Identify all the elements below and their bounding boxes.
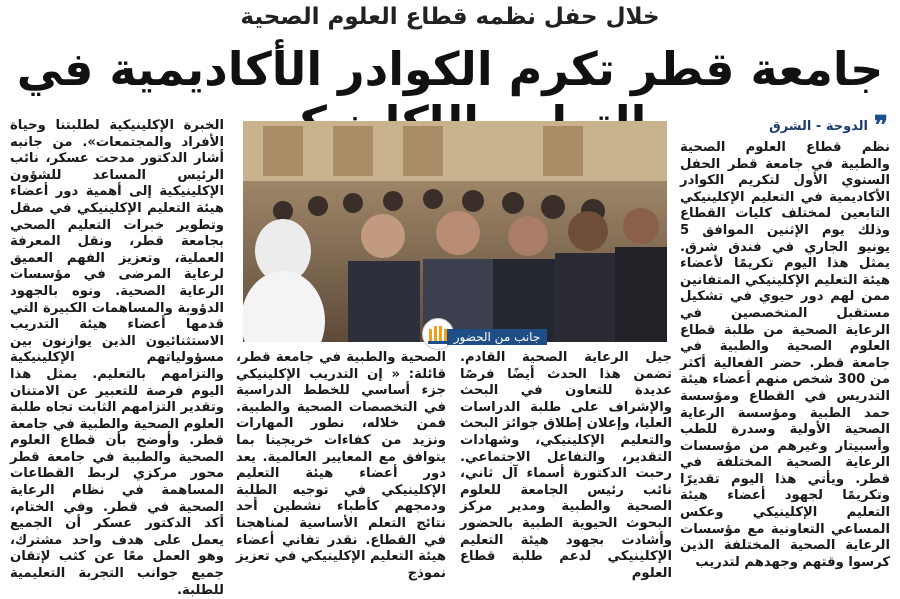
photo-caption: جانب من الحضور [447, 329, 547, 345]
dateline [678, 111, 888, 141]
audience-photo [243, 121, 667, 342]
dateline-text: الدوحة - الشرق [769, 118, 868, 134]
article-column-4 [10, 118, 224, 599]
headline: جامعة قطر تكرم الكوادر الأكاديمية في [16, 42, 884, 96]
column-text: الخبرة الإكلينيكية لطلبتنا وحياة الأفراد والمجتمعات». من جانبه أشار الدكتور مدحت عسكر، نائب الرئيس المساعد للشؤون الإكلينيكية إلى أهمية دور أعضاء هيئة التعليم الإكلينيكي في صقل وتطوير خبرات التعليم الصحي بجامعة قطر، ونقل المعرفة العملية، وتعزيز الفهم العميق لرعاية المرضى في مؤسسات الرعاية الصحية. ونوه بالجهود الدؤوبة والمساهمات الكبيرة التي قدمها أعضاء هيئة التدريب الاستثنائيون الذين يوازنون بين مسؤولياتهم الإكلينيكية والتزامهم بالتعليم. يمثل هذا اليوم فرصة للتعبير عن الامتنان وتقدير التزامهم الثابت تجاه طلبة العلوم الصحية والطبية في جامعة قطر. وأوضح بأن قطاع العلوم الصحية والطبية في جامعة قطر محور مركزي لربط القطاعات المساهمة في نظام الرعاية الصحية في قطر. وفي الختام، أكد الدكتور عسكر أن الجميع يعمل على هدف واحد مشترك، وهو العمل معًا عن كثب لإتقان جميع جوانب التجربة التعليمية للطلبة. [10, 118, 224, 598]
column-text: الصحية والطبية في جامعة قطر، قائلة: « إن التدريب الإكلينيكي جزء أساسي للخطط الدراسية في التخصصات الصحية والطبية. فمن خلاله، نطور المهارات ونزيد من كفاءات خريجينا بما يتوافق مع المعايير العالمية. يعد دور أعضاء هيئة التعليم الإكلينيكي في توجيه الطلبة ودمجهم كأطباء نشطين أحد نتائج التعلم الأساسية لمناهجنا في القطاع. نقدر تفاني أعضاء هيئة التعليم الإكلينيكي في تعزيز نموذج [236, 350, 446, 581]
kicker-subheadline: خلال حفل نظمه قطاع العلوم الصحية [240, 4, 660, 30]
article-column-1 [680, 140, 890, 571]
column-text: جيل الرعاية الصحية القادم. تضمن هذا الحدث أيضًا فرصًا عديدة للتعاون في البحث والإشراف على طلبة الدراسات العليا، وإعلان إطلاق جوائز البحث والتعليم الإكلينيكي، وشهادات التقدير، والتفاعل الاجتماعي. رحبت الدكتورة أسماء آل ثاني، نائب رئيس الجامعة للعلوم الصحية والطبية ومدير مركز البحوث الحيوية الطبية بالحضور وأشادت بجهود هيئة التعليم الإكلينيكي لدعم طلبة قطاع العلوم [460, 350, 672, 581]
event-photo [243, 121, 667, 342]
article-column-2 [460, 350, 672, 582]
column-text: نظم قطاع العلوم الصحية والطبية في جامعة قطر الحفل السنوي الأول لتكريم الكوادر الأكاديمية في التعليم الإكلينيكي التابعين لمختلف كليات القطاع وذلك يوم الإثنين الموافق 5 يونيو الجاري في فندق شرق. يمثل هذا اليوم تكريمًا لأعضاء هيئة التعليم الإكلينيكي المتفانين ممن لهم دور حيوي في تشكيل مستقبل المتخصصين في الرعاية الصحية من طلبة قطاع العلوم الصحية والطبية في جامعة قطر. حضر الفعالية أكثر من 300 شخص منهم أعضاء هيئة التدريس في القطاع ومؤسسة حمد الطبية ومؤسسة الرعاية الصحية الأولية وسدرة للطب وأسبيتار وغيرهم من مؤسسات الرعاية الصحية المختلفة في قطر. ويأتي هذا اليوم تقديرًا وتكريمًا لجهود أعضاء هيئة التعليم الإكلينيكي وعكس المساعي التعاونية مع مؤسسات الرعاية الصحية المختلفة الذين كرسوا وقتهم وجهدهم لتدريب [680, 140, 890, 570]
article-column-3 [236, 350, 446, 582]
quote-mark-icon: ❞ [874, 111, 888, 141]
